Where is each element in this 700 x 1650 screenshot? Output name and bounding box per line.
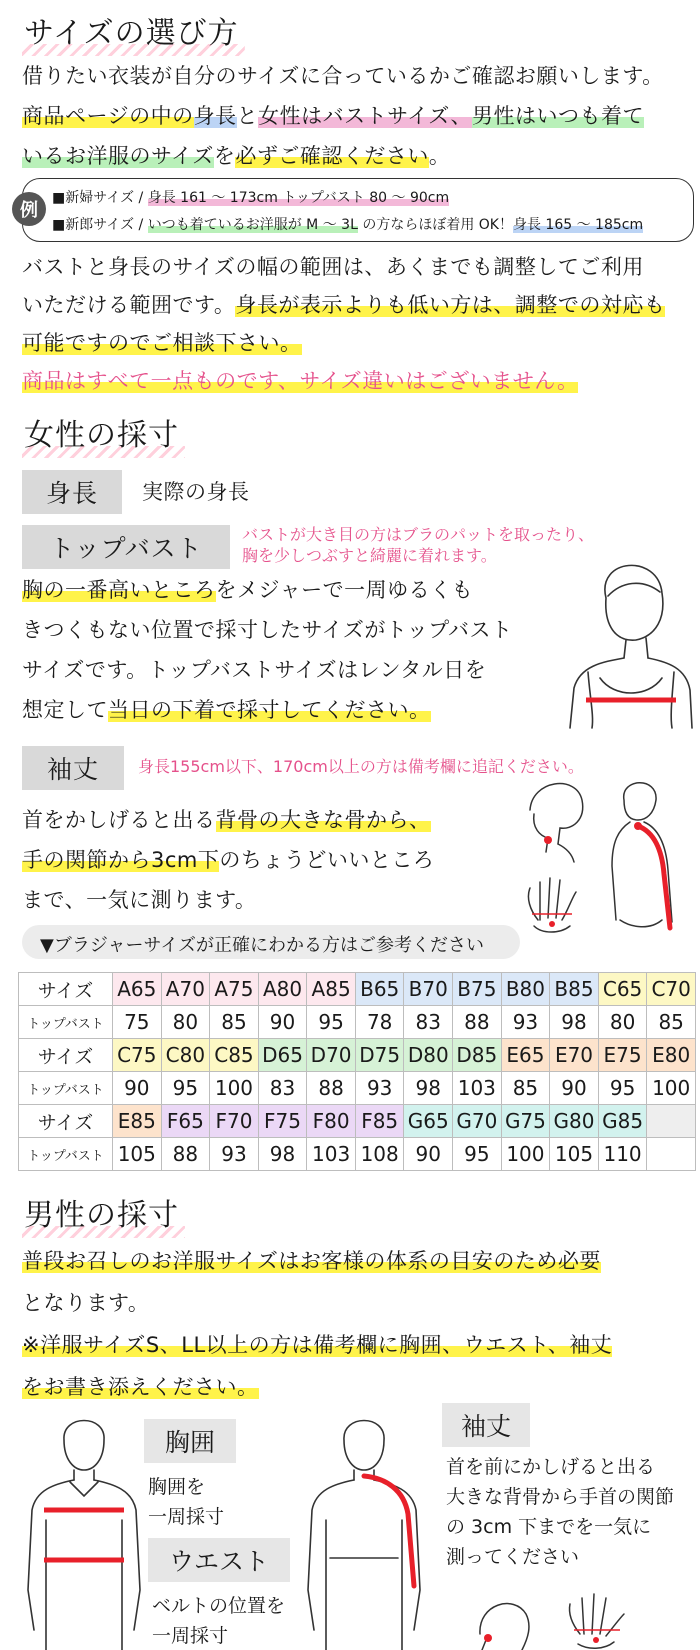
top-bust-value-cell: 100 xyxy=(210,1072,259,1105)
bra-size-cell xyxy=(647,1105,696,1138)
top-bust-value-cell: 100 xyxy=(501,1138,550,1171)
man-front-illustration xyxy=(24,1410,144,1650)
bust-note xyxy=(242,524,594,566)
size-guide-paragraph xyxy=(22,56,692,176)
top-bust-value-cell: 93 xyxy=(501,1006,550,1039)
top-bust-value-cell: 95 xyxy=(161,1072,210,1105)
highlight-text: ※洋服サイズS、LL以上の方は備考欄に胸囲、ウエスト、袖丈 xyxy=(22,1333,613,1357)
paragraph-line xyxy=(22,362,692,400)
desc-line: 大きな背骨から手首の関節 xyxy=(446,1486,675,1508)
top-bust-value-cell xyxy=(647,1138,696,1171)
bra-size-cell: F80 xyxy=(307,1105,356,1138)
paragraph-line xyxy=(22,56,692,96)
bra-size-cell: A65 xyxy=(113,973,162,1006)
top-bust-value-cell: 95 xyxy=(453,1138,502,1171)
text: 想定して xyxy=(22,698,108,722)
top-bust-value-cell: 98 xyxy=(550,1006,599,1039)
top-bust-value-cell: 75 xyxy=(113,1006,162,1039)
top-bust-value-cell: 95 xyxy=(598,1072,647,1105)
sleeve-paragraph xyxy=(22,800,492,920)
highlight-text: 身長が表示よりも低い方は、調整での対応も xyxy=(235,293,666,317)
highlight-text: 当日の下着で採寸してください。 xyxy=(108,698,431,722)
example-line-bride xyxy=(52,187,449,207)
note-line: 胸を少しつぶすと綺麗に着れます。 xyxy=(242,546,497,565)
text: 首をかしげると出る xyxy=(22,808,216,832)
highlight-text: いつも着ているお洋服が M ～ 3L xyxy=(147,217,358,233)
text: をメジャーで一周ゆるくも xyxy=(215,578,474,602)
top-bust-value-cell: 80 xyxy=(161,1006,210,1039)
text: を xyxy=(213,144,236,168)
top-bust-label: トップバスト xyxy=(22,525,230,569)
paragraph-line xyxy=(22,570,582,610)
bra-size-cell: B85 xyxy=(550,973,599,1006)
paragraph-line xyxy=(22,1240,700,1282)
size-row xyxy=(19,973,696,1006)
range-paragraph xyxy=(22,248,692,400)
example-badge: 例 xyxy=(12,192,46,226)
top-bust-value-cell: 98 xyxy=(404,1072,453,1105)
paragraph-line xyxy=(22,324,692,362)
top-bust-value-cell: 80 xyxy=(598,1006,647,1039)
desc-line: 胸囲を xyxy=(148,1476,206,1498)
size-row xyxy=(19,1105,696,1138)
size-header-cell: サイズ xyxy=(19,1105,113,1138)
example-line-groom xyxy=(52,214,643,234)
text: きつくもない位置で採寸したサイズがトップバスト xyxy=(22,618,513,642)
top-bust-value-cell: 85 xyxy=(501,1072,550,1105)
paragraph-line xyxy=(22,840,492,880)
top-bust-value-cell: 83 xyxy=(404,1006,453,1039)
top-bust-value-cell: 103 xyxy=(453,1072,502,1105)
desc-line: 首を前にかしげると出る xyxy=(446,1456,656,1478)
size-guide-title: サイズの選び方 xyxy=(22,8,245,56)
top-bust-value-cell: 85 xyxy=(647,1006,696,1039)
paragraph-line xyxy=(22,1324,700,1366)
bra-size-cell: F70 xyxy=(210,1105,259,1138)
men-paragraph xyxy=(22,1240,700,1408)
paragraph-line xyxy=(22,1282,700,1324)
bra-size-cell: E70 xyxy=(550,1039,599,1072)
bra-size-cell: B65 xyxy=(355,973,404,1006)
bra-size-cell: E75 xyxy=(598,1039,647,1072)
top-bust-value-cell: 93 xyxy=(355,1072,404,1105)
height-desc: 実際の身長 xyxy=(142,480,250,504)
paragraph-line xyxy=(22,690,582,730)
bra-size-cell: F75 xyxy=(258,1105,307,1138)
text: 借りたい衣装が自分のサイズに合っているかご確認お願いします。 xyxy=(22,64,664,88)
bra-size-note: ▼ブラジャーサイズが正確にわかる方はご参考ください xyxy=(22,925,520,959)
highlight-text: 胸の一番高いところ xyxy=(22,578,216,602)
top-bust-value-cell: 105 xyxy=(113,1138,162,1171)
top-bust-value-cell: 88 xyxy=(307,1072,356,1105)
size-header-cell: サイズ xyxy=(19,973,113,1006)
text: ■新婦サイズ / xyxy=(52,190,148,206)
paragraph-line xyxy=(22,650,582,690)
paragraph-line xyxy=(22,610,582,650)
desc-line: 一周採寸 xyxy=(152,1625,229,1647)
desc-line: 一周採寸 xyxy=(148,1506,225,1528)
top-bust-value-cell: 90 xyxy=(550,1072,599,1105)
women-measure-title: 女性の採寸 xyxy=(22,410,185,458)
bra-size-cell: G65 xyxy=(404,1105,453,1138)
paragraph-line xyxy=(22,880,492,920)
man-neck-hand-illustration xyxy=(470,1574,670,1650)
paragraph-line xyxy=(22,96,692,136)
desc-line: 測ってください xyxy=(446,1546,580,1568)
bra-size-cell: C85 xyxy=(210,1039,259,1072)
highlight-text: 身長 161 ～ 173cm トップバスト 80 ～ 90cm xyxy=(147,190,450,206)
text: 。 xyxy=(428,144,451,168)
highlight-text: 背骨の大きな骨から、 xyxy=(215,808,431,832)
waist-label: ウエスト xyxy=(148,1538,290,1582)
bra-size-cell: G70 xyxy=(453,1105,502,1138)
highlight-text: 普段お召しのお洋服サイズはお客様の体系の目安のため必要 xyxy=(22,1249,601,1273)
chest-label: 胸囲 xyxy=(144,1419,236,1463)
top-bust-header-cell: トップバスト xyxy=(19,1072,113,1105)
top-bust-value-cell: 90 xyxy=(258,1006,307,1039)
woman-bust-illustration xyxy=(566,548,696,730)
highlight-text: 可能ですのでご相談下さい。 xyxy=(22,331,302,355)
bra-size-cell: A85 xyxy=(307,973,356,1006)
top-bust-value-cell: 103 xyxy=(307,1138,356,1171)
bra-size-cell: G75 xyxy=(501,1105,550,1138)
desc-line: の 3cm 下までを一気に xyxy=(446,1516,652,1538)
bra-size-cell: E85 xyxy=(113,1105,162,1138)
sleeve-desc-men xyxy=(446,1452,674,1572)
top-bust-value-cell: 88 xyxy=(453,1006,502,1039)
bra-size-table xyxy=(18,972,696,1171)
top-bust-value-cell: 83 xyxy=(258,1072,307,1105)
bra-size-cell: A70 xyxy=(161,973,210,1006)
note-line: バストが大き目の方はブラのパットを取ったり、 xyxy=(242,525,595,544)
text: の方ならほぼ着用 OK！ xyxy=(357,217,513,233)
highlight-text: 女性はバストサイズ、 xyxy=(258,104,473,128)
text: のちょうどいいところ xyxy=(219,848,435,872)
man-wrist-point xyxy=(593,1637,599,1643)
size-row xyxy=(19,1039,696,1072)
top-bust-value-cell: 90 xyxy=(404,1138,453,1171)
bra-size-cell: B70 xyxy=(404,973,453,1006)
paragraph-line xyxy=(22,136,692,176)
bra-size-cell: A75 xyxy=(210,973,259,1006)
paragraph-line xyxy=(22,800,492,840)
bra-size-cell: D75 xyxy=(355,1039,404,1072)
top-bust-value-cell: 108 xyxy=(355,1138,404,1171)
top-bust-value-cell: 98 xyxy=(258,1138,307,1171)
highlight-text: 必ずご確認ください xyxy=(235,144,429,168)
top-bust-header-cell: トップバスト xyxy=(19,1006,113,1039)
height-label: 身長 xyxy=(22,470,122,514)
bra-size-cell: C80 xyxy=(161,1039,210,1072)
highlight-text: 商品ページの中の xyxy=(22,104,194,128)
top-bust-value-cell: 100 xyxy=(647,1072,696,1105)
desc-line: ベルトの位置を xyxy=(152,1595,286,1617)
bra-size-cell: B80 xyxy=(501,973,550,1006)
top-bust-value-cell: 78 xyxy=(355,1006,404,1039)
wrist-measure-point xyxy=(549,921,555,927)
top-bust-row xyxy=(19,1072,696,1105)
sleeve-measure-line xyxy=(638,826,670,928)
highlight-text: いるお洋服のサイズ xyxy=(22,144,214,168)
paragraph-line xyxy=(22,286,692,324)
top-bust-value-cell: 93 xyxy=(210,1138,259,1171)
highlight-text: 身長 165 ～ 185cm xyxy=(512,217,644,233)
sleeve-note: 身長155cm以下、170cm以上の方は備考欄に追記ください。 xyxy=(138,757,584,776)
man-neck-point xyxy=(484,1634,492,1642)
bra-size-cell: B75 xyxy=(453,973,502,1006)
highlight-text: 手の関節から3cm下 xyxy=(22,848,220,872)
bra-size-cell: F65 xyxy=(161,1105,210,1138)
woman-sleeve-illustration xyxy=(520,770,696,942)
top-bust-value-cell: 90 xyxy=(113,1072,162,1105)
highlight-text: をお書き添えください。 xyxy=(22,1375,259,1399)
bra-size-cell: D85 xyxy=(453,1039,502,1072)
bra-size-cell: C75 xyxy=(113,1039,162,1072)
waist-desc xyxy=(152,1591,285,1650)
bra-size-cell: C70 xyxy=(647,973,696,1006)
one-of-a-kind-note: 商品はすべて一点ものです、サイズ違いはございません。 xyxy=(22,369,579,393)
top-bust-value-cell: 88 xyxy=(161,1138,210,1171)
bra-size-cell: A80 xyxy=(258,973,307,1006)
highlight-text: 男性はいつも着て xyxy=(472,104,645,128)
text: と xyxy=(236,104,259,128)
text: いただける範囲です。 xyxy=(22,293,236,317)
text: サイズです。トップバストサイズはレンタル日を xyxy=(22,658,487,682)
bust-paragraph xyxy=(22,570,582,730)
men-measure-title: 男性の採寸 xyxy=(22,1190,185,1238)
top-bust-value-cell: 110 xyxy=(598,1138,647,1171)
paragraph-line xyxy=(22,248,692,286)
sleeve-label-women: 袖丈 xyxy=(22,746,124,790)
top-bust-row xyxy=(19,1138,696,1171)
sleeve-label-men: 袖丈 xyxy=(442,1403,530,1447)
man-back-illustration xyxy=(300,1410,430,1650)
chest-desc xyxy=(148,1472,224,1532)
text: となります。 xyxy=(22,1291,150,1315)
bra-size-cell: D70 xyxy=(307,1039,356,1072)
top-bust-value-cell: 105 xyxy=(550,1138,599,1171)
top-bust-header-cell: トップバスト xyxy=(19,1138,113,1171)
top-bust-row xyxy=(19,1006,696,1039)
paragraph-line xyxy=(22,1366,700,1408)
bra-size-cell: E80 xyxy=(647,1039,696,1072)
text: バストと身長のサイズの幅の範囲は、あくまでも調整してご利用 xyxy=(22,255,644,279)
bra-size-cell: C65 xyxy=(598,973,647,1006)
top-bust-value-cell: 95 xyxy=(307,1006,356,1039)
top-bust-value-cell: 85 xyxy=(210,1006,259,1039)
bra-size-cell: D80 xyxy=(404,1039,453,1072)
bra-size-cell: D65 xyxy=(258,1039,307,1072)
highlight-text: 身長 xyxy=(193,104,237,128)
bra-size-cell: F85 xyxy=(355,1105,404,1138)
bra-size-cell: E65 xyxy=(501,1039,550,1072)
text: ■新郎サイズ / xyxy=(52,217,148,233)
size-header-cell: サイズ xyxy=(19,1039,113,1072)
bra-size-cell: G80 xyxy=(550,1105,599,1138)
text: まで、一気に測ります。 xyxy=(22,888,257,912)
neck-bone-point xyxy=(544,836,552,844)
bra-size-cell: G85 xyxy=(598,1105,647,1138)
